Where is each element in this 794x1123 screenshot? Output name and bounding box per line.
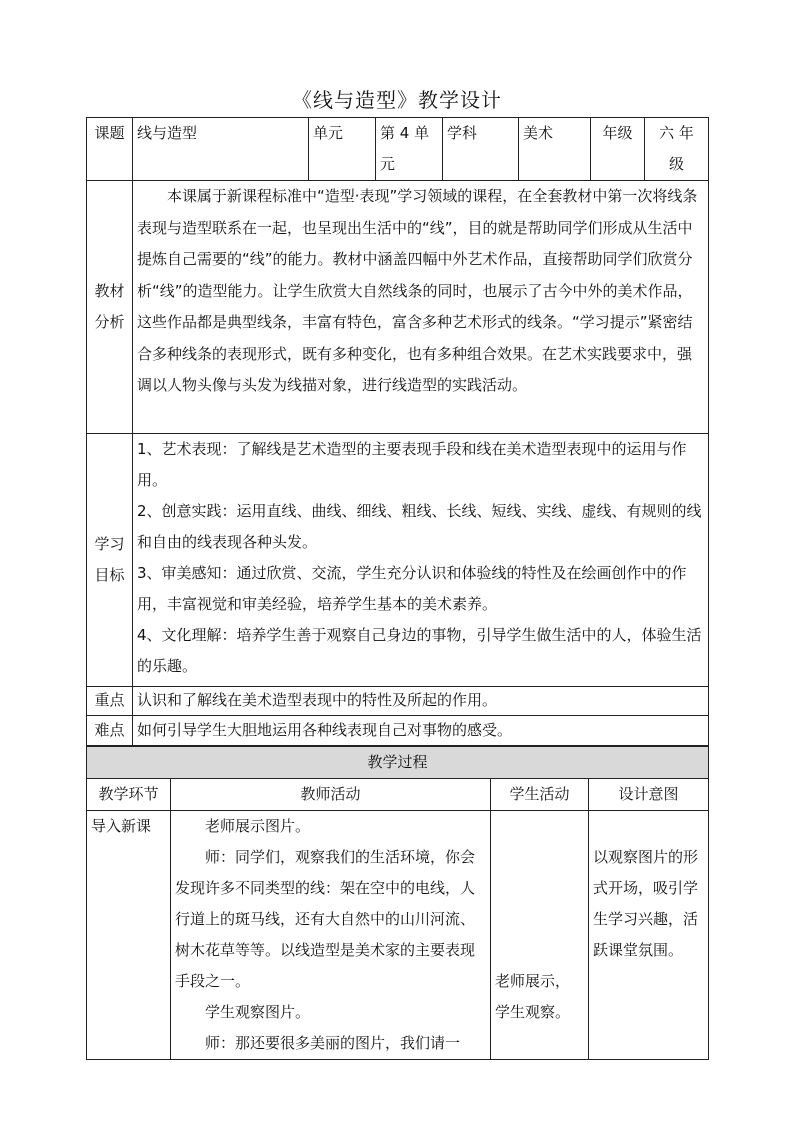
analysis-row — [87, 181, 709, 434]
unit-value-line2: 元 — [380, 155, 396, 173]
goal-item: 3、审美感知：通过欣赏、交流，学生充分认识和体验线的特性及在绘画创作中的作用，丰富视觉和审美经验，培养学生基本的美术素养。 — [137, 564, 687, 613]
header-stage: 教学环节 — [87, 779, 171, 811]
process-heading-row — [87, 747, 709, 779]
goals-list — [133, 434, 709, 687]
course-label: 课题 — [87, 118, 133, 181]
grade-value-line2: 级 — [668, 155, 684, 173]
lesson-info-table — [86, 117, 709, 746]
goals-label-line2: 目标 — [94, 566, 125, 584]
goal-item: 1、艺术表现：了解线是艺术造型的主要表现手段和线在美术造型表现中的运用与作用。 — [137, 440, 687, 489]
document-title: 《线与造型》教学设计 — [292, 88, 502, 112]
student-activity-line1: 老师展示， — [495, 972, 571, 990]
goal-item: 4、文化理解：培养学生善于观察自己身边的事物，引导学生做生活中的人，体验生活的乐趣。 — [137, 626, 702, 675]
goals-row — [87, 434, 709, 687]
grade-label: 年级 — [591, 118, 645, 181]
unit-value — [376, 118, 443, 181]
course-value: 线与造型 — [133, 118, 309, 181]
teacher-activity-para: 师：同学们，观察我们的生活环境，你会发现许多不同类型的线：架在空中的电线，人行道上的斑马线，还有大自然中的山川河流、树木花草等等。以线造型是美术家的主要表现手段之一。 — [175, 848, 476, 990]
subject-label: 学科 — [443, 118, 519, 181]
difficulty-label: 难点 — [87, 716, 133, 746]
grade-value-line1: 六 年 — [659, 124, 694, 142]
subject-value: 美术 — [519, 118, 591, 181]
difficulty-row — [87, 716, 709, 746]
analysis-text: 本课属于新课程标准中“造型·表现”学习领域的课程，在全套教材中第一次将线条表现与造型联系在一起，也呈现出生活中的“线”，目的就是帮助同学们形成从生活中提炼自己需要的“线”的能力。教材中涵盖四幅中外艺术作品，直接帮助同学们欣赏分析“线”的造型能力。让学生欣赏大自然线条的同时，也展示了古今中外的美术作品，这些作品都是典型线条，丰富有特色，富含多种艺术形式的线条。“学习提示”紧密结合多种线条的表现形式，既有多种变化，也有多种组合效果。在艺术实践要求中，强调以人物头像与头发为线描对象，进行线造型的实践活动。 — [133, 181, 709, 434]
unit-label: 单元 — [309, 118, 376, 181]
student-activity-line2: 学生观察。 — [495, 1003, 571, 1021]
process-header-row — [87, 779, 709, 811]
design-intent: 以观察图片的形式开场，吸引学生学习兴趣，活跃课堂氛围。 — [589, 811, 709, 1060]
teacher-activity-para: 师：那还要很多美丽的图片，我们请一 — [205, 1034, 461, 1052]
teacher-activity-para: 老师展示图片。 — [205, 817, 311, 835]
process-row — [87, 811, 709, 1060]
header-student: 学生活动 — [491, 779, 589, 811]
stage-cell: 导入新课 — [87, 811, 171, 1060]
teaching-process-table — [86, 746, 709, 1060]
analysis-label-line2: 分析 — [94, 313, 125, 331]
goal-item: 2、创意实践：运用直线、曲线、细线、粗线、长线、短线、实线、虚线、有规则的线和自由的线表现各种头发。 — [137, 502, 702, 551]
key-point-row — [87, 687, 709, 716]
teacher-activity — [171, 811, 491, 1060]
difficulty-text: 如何引导学生大胆地运用各种线表现自己对事物的感受。 — [133, 716, 709, 746]
header-teacher: 教师活动 — [171, 779, 491, 811]
process-heading: 教学过程 — [87, 747, 709, 779]
unit-value-line1: 第 4 单 — [380, 124, 430, 142]
teacher-activity-para: 学生观察图片。 — [205, 1003, 311, 1021]
header-intent: 设计意图 — [589, 779, 709, 811]
grade-value — [645, 118, 709, 181]
analysis-label — [87, 181, 133, 434]
info-row — [87, 118, 709, 181]
analysis-label-line1: 教材 — [94, 282, 125, 300]
student-activity — [491, 811, 589, 1060]
goals-label-line1: 学习 — [94, 535, 125, 553]
goals-label — [87, 434, 133, 687]
key-point-text: 认识和了解线在美术造型表现中的特性及所起的作用。 — [133, 687, 709, 716]
key-point-label: 重点 — [87, 687, 133, 716]
